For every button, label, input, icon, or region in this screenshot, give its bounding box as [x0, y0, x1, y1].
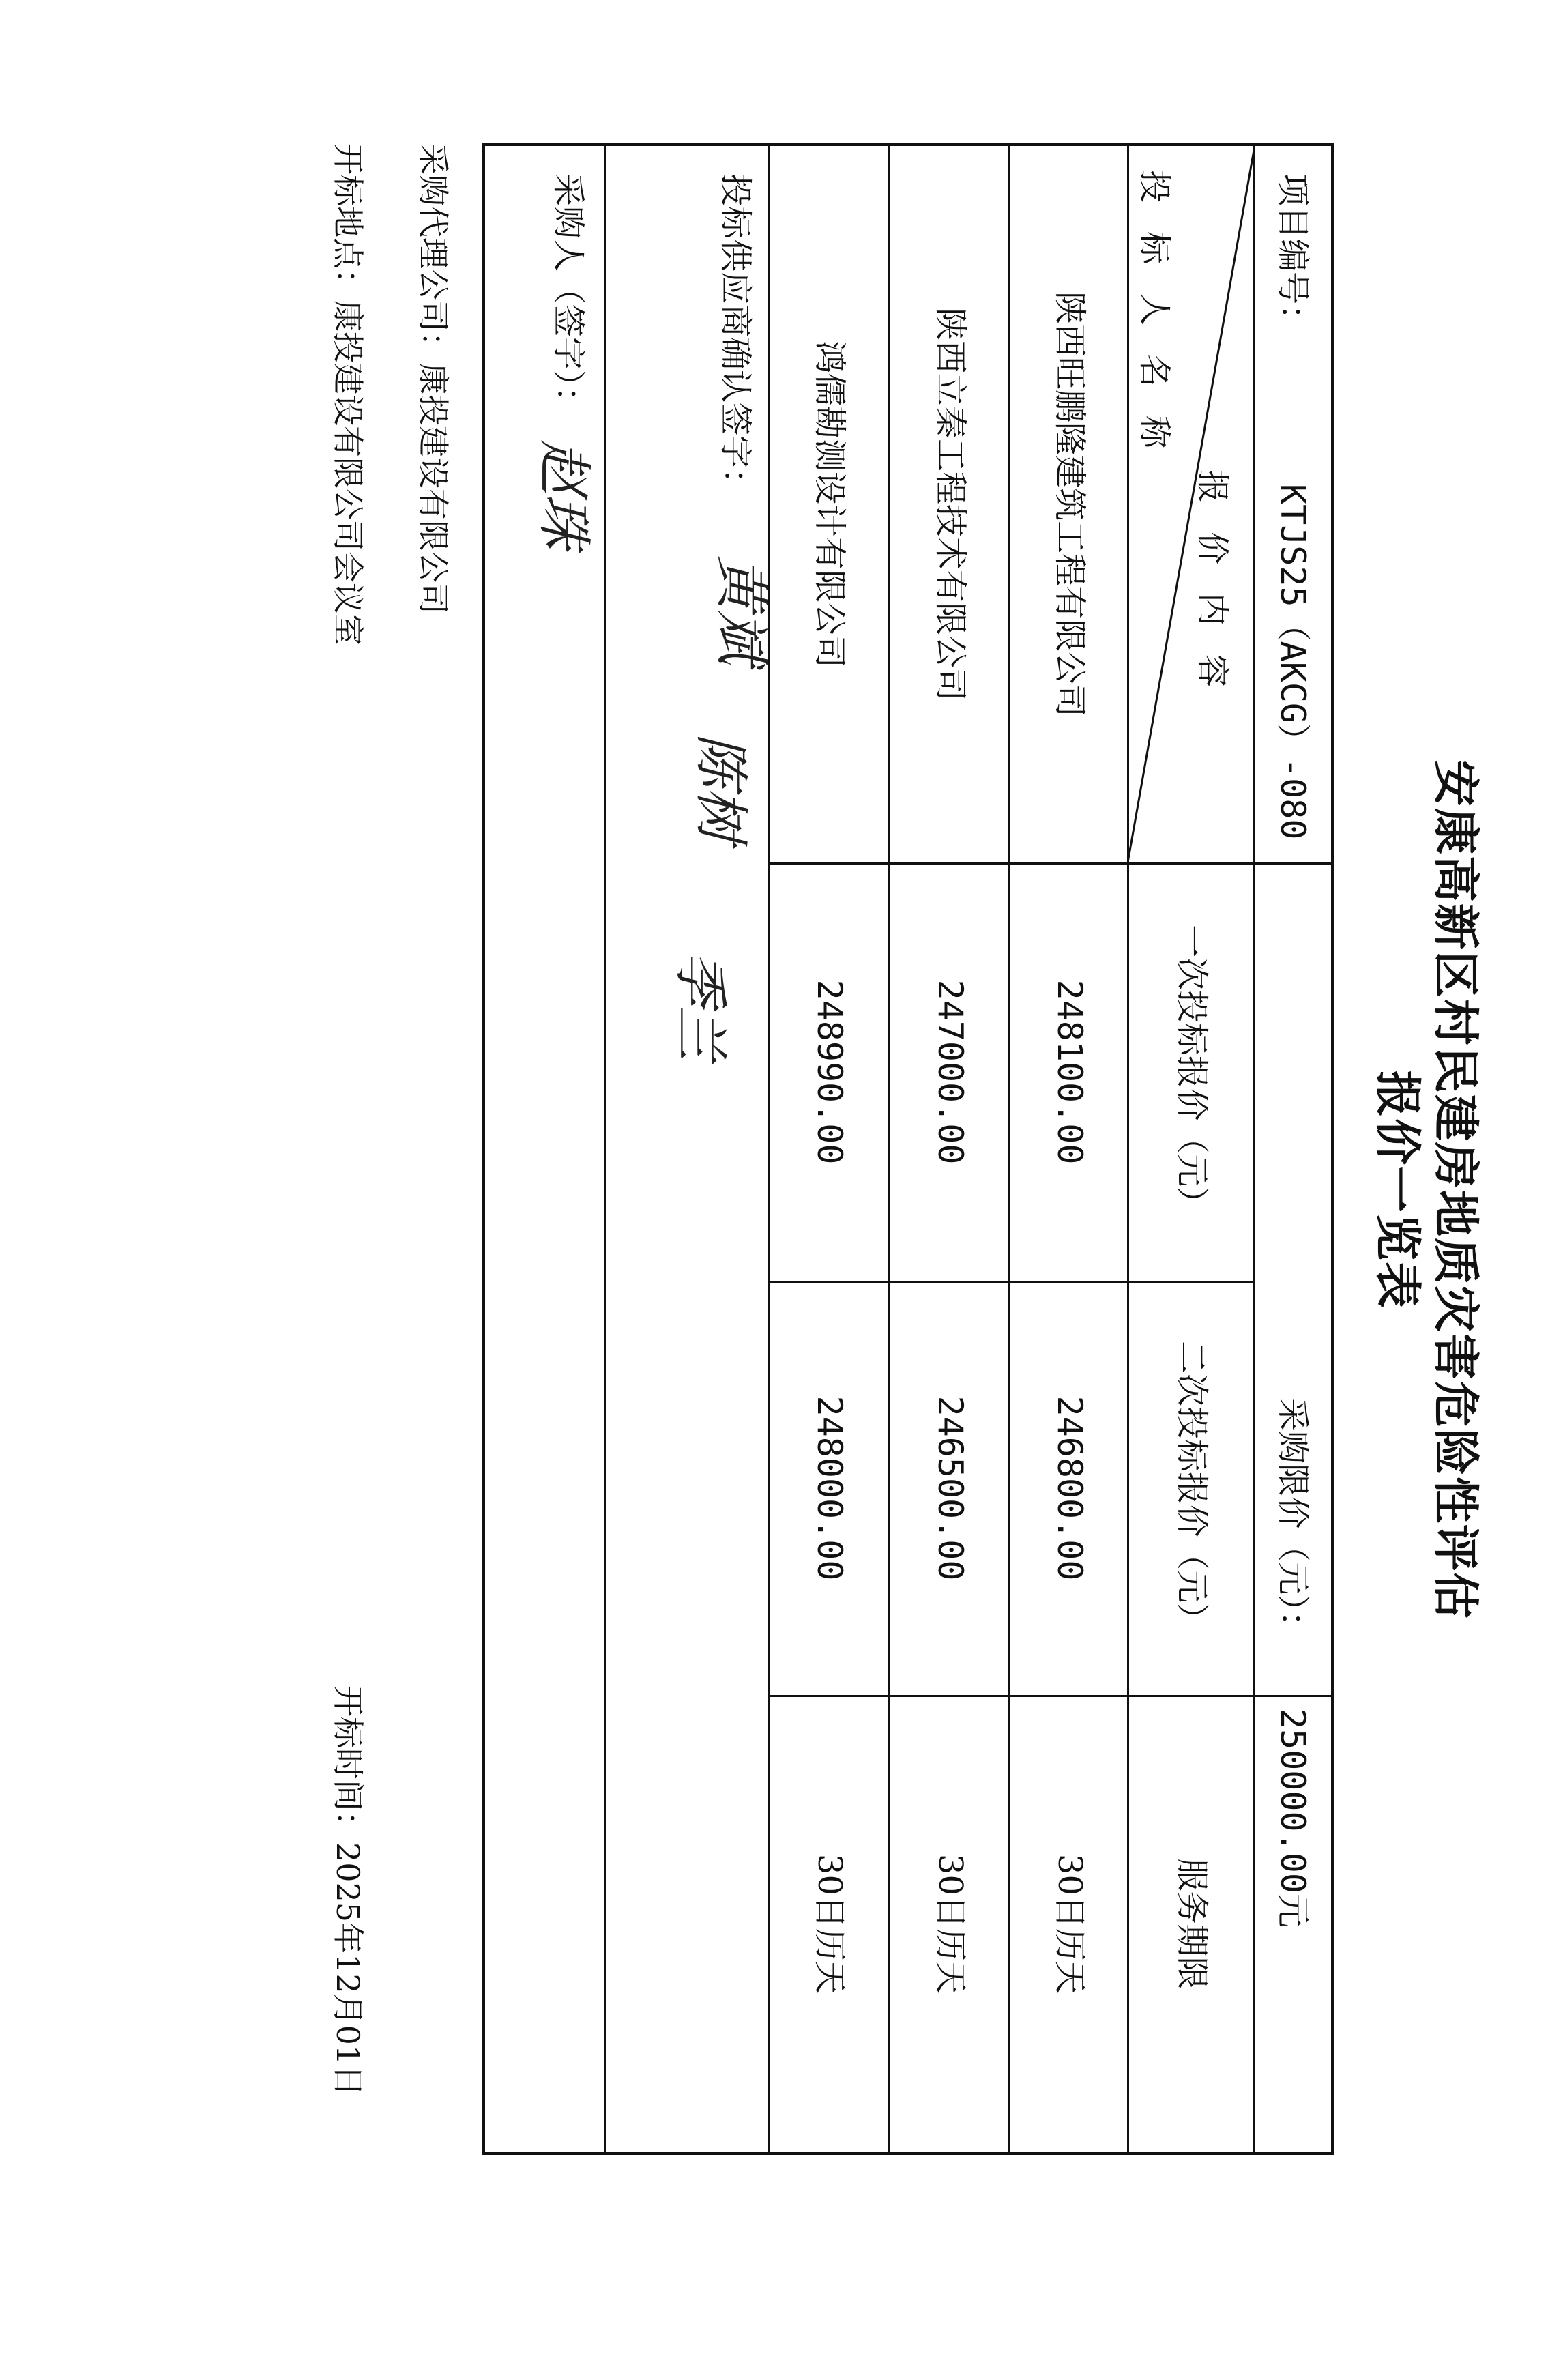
bidder-name: 鸿儒勘测设计有限公司 [810, 340, 849, 668]
supplier-signature: 季兰 [669, 951, 732, 1060]
procurement-agency: 采购代理公司：康投建设有限公司 [415, 143, 452, 614]
header-second-bid: 二次投标报价（元） [1173, 1340, 1211, 1636]
supplier-signature: 陈树 [689, 733, 753, 842]
document-title: 安康高新区村民建房地质灾害危险性评估 [1428, 759, 1482, 1620]
purchaser-sign-label: 采购人（签字）： [549, 173, 587, 420]
header-price-content: 报价内容 [1193, 470, 1231, 716]
document-subtitle: 报价一览表 [1370, 1070, 1424, 1309]
header-bidder-name: 投标人名称 [1135, 170, 1173, 478]
bid-opening-time: 开标时间：2025年12月01日 [330, 1685, 366, 2097]
price-limit-value: 250000.00元 [1273, 1709, 1313, 1928]
project-code-label: 项目编号： [1274, 173, 1312, 338]
second-bid-value: 246500.00 [931, 1395, 970, 1581]
supplier-signature: 黄斌 [710, 555, 773, 665]
purchaser-signature: 赵珠 [532, 439, 596, 549]
bidder-name: 陕西旺鹏隆建筑工程有限公司 [1051, 291, 1089, 717]
first-bid-value: 248100.00 [1050, 979, 1090, 1165]
second-bid-value: 248000.00 [810, 1395, 850, 1581]
bidder-name: 陕西立秦工程技术有限公司 [931, 307, 969, 701]
first-bid-value: 247000.00 [931, 979, 970, 1165]
service-period-value: 30日历天 [1051, 1853, 1089, 1994]
header-first-bid: 一次投标报价（元） [1173, 924, 1211, 1219]
bid-price-table [482, 143, 1334, 2155]
first-bid-value: 248990.00 [810, 979, 850, 1165]
service-period-value: 30日历天 [810, 1853, 849, 1994]
price-limit-label: 采购限价（元）： [1274, 1398, 1312, 1644]
header-service-period: 服务期限 [1173, 1858, 1211, 1990]
second-bid-value: 246800.00 [1050, 1395, 1090, 1581]
bid-opening-location: 开标地点：康投建设有限公司会议室 [330, 143, 366, 645]
service-period-value: 30日历天 [931, 1853, 969, 1994]
supplier-confirm-label: 投标供应商确认签字： [716, 173, 755, 502]
project-code-value: KTJS25（AKCG）-080 [1273, 484, 1313, 840]
